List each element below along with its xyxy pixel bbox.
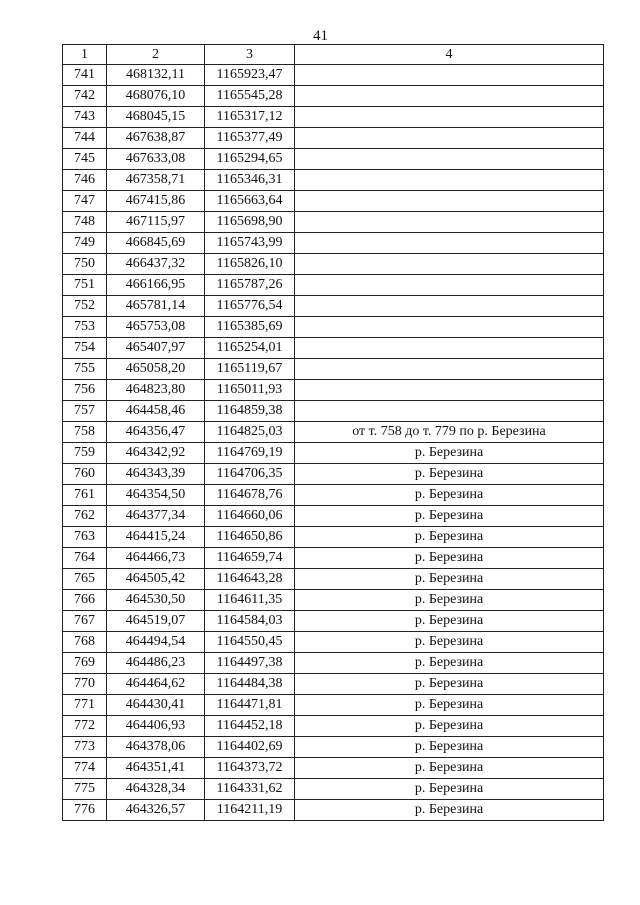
y-coordinate-cell: 1164678,76 <box>205 485 295 506</box>
point-number-cell: 773 <box>63 737 107 758</box>
y-coordinate-cell: 1165294,65 <box>205 149 295 170</box>
description-cell <box>295 380 604 401</box>
x-coordinate-cell: 464823,80 <box>107 380 205 401</box>
description-cell <box>295 338 604 359</box>
y-coordinate-cell: 1164584,03 <box>205 611 295 632</box>
description-cell: от т. 758 до т. 779 по р. Березина <box>295 422 604 443</box>
description-cell <box>295 296 604 317</box>
y-coordinate-cell: 1164484,38 <box>205 674 295 695</box>
description-cell: р. Березина <box>295 632 604 653</box>
x-coordinate-cell: 464378,06 <box>107 737 205 758</box>
x-coordinate-cell: 467415,86 <box>107 191 205 212</box>
y-coordinate-cell: 1165346,31 <box>205 170 295 191</box>
x-coordinate-cell: 464464,62 <box>107 674 205 695</box>
y-coordinate-cell: 1165254,01 <box>205 338 295 359</box>
point-number-cell: 758 <box>63 422 107 443</box>
y-coordinate-cell: 1164211,19 <box>205 800 295 821</box>
x-coordinate-cell: 464494,54 <box>107 632 205 653</box>
y-coordinate-cell: 1164859,38 <box>205 401 295 422</box>
x-coordinate-cell: 465058,20 <box>107 359 205 380</box>
description-cell: р. Березина <box>295 758 604 779</box>
x-coordinate-cell: 467633,08 <box>107 149 205 170</box>
point-number-cell: 742 <box>63 86 107 107</box>
table-row <box>63 716 604 737</box>
y-coordinate-cell: 1164452,18 <box>205 716 295 737</box>
y-coordinate-cell: 1164550,45 <box>205 632 295 653</box>
description-cell: р. Березина <box>295 611 604 632</box>
description-cell <box>295 233 604 254</box>
description-cell <box>295 86 604 107</box>
table-row <box>63 758 604 779</box>
point-number-cell: 745 <box>63 149 107 170</box>
table-row <box>63 212 604 233</box>
point-number-cell: 760 <box>63 464 107 485</box>
y-coordinate-cell: 1165698,90 <box>205 212 295 233</box>
x-coordinate-cell: 466166,95 <box>107 275 205 296</box>
point-number-cell: 763 <box>63 527 107 548</box>
table-row <box>63 233 604 254</box>
x-coordinate-cell: 468045,15 <box>107 107 205 128</box>
y-coordinate-cell: 1165826,10 <box>205 254 295 275</box>
table-row <box>63 800 604 821</box>
table-row <box>63 128 604 149</box>
point-number-cell: 765 <box>63 569 107 590</box>
table-row <box>63 317 604 338</box>
x-coordinate-cell: 464342,92 <box>107 443 205 464</box>
table-row <box>63 653 604 674</box>
table-row <box>63 464 604 485</box>
point-number-cell: 744 <box>63 128 107 149</box>
y-coordinate-cell: 1164825,03 <box>205 422 295 443</box>
table-row <box>63 632 604 653</box>
description-cell: р. Березина <box>295 653 604 674</box>
table-row <box>63 443 604 464</box>
description-cell <box>295 191 604 212</box>
x-coordinate-cell: 464505,42 <box>107 569 205 590</box>
description-cell <box>295 65 604 86</box>
table-row <box>63 674 604 695</box>
y-coordinate-cell: 1164471,81 <box>205 695 295 716</box>
x-coordinate-cell: 464406,93 <box>107 716 205 737</box>
description-cell <box>295 275 604 296</box>
point-number-cell: 748 <box>63 212 107 233</box>
table-row <box>63 254 604 275</box>
table-row <box>63 275 604 296</box>
y-coordinate-cell: 1165743,99 <box>205 233 295 254</box>
description-cell: р. Березина <box>295 737 604 758</box>
column-header-1: 1 <box>63 45 107 65</box>
table-row <box>63 191 604 212</box>
description-cell: р. Березина <box>295 716 604 737</box>
point-number-cell: 776 <box>63 800 107 821</box>
x-coordinate-cell: 464430,41 <box>107 695 205 716</box>
column-header-3: 3 <box>205 45 295 65</box>
coordinates-table <box>62 44 604 821</box>
y-coordinate-cell: 1164402,69 <box>205 737 295 758</box>
x-coordinate-cell: 464415,24 <box>107 527 205 548</box>
description-cell: р. Березина <box>295 485 604 506</box>
description-cell: р. Березина <box>295 569 604 590</box>
y-coordinate-cell: 1165377,49 <box>205 128 295 149</box>
y-coordinate-cell: 1165545,28 <box>205 86 295 107</box>
point-number-cell: 768 <box>63 632 107 653</box>
x-coordinate-cell: 464328,34 <box>107 779 205 800</box>
column-header-4: 4 <box>295 45 604 65</box>
table-row <box>63 65 604 86</box>
table-row <box>63 296 604 317</box>
point-number-cell: 756 <box>63 380 107 401</box>
point-number-cell: 750 <box>63 254 107 275</box>
description-cell: р. Березина <box>295 800 604 821</box>
point-number-cell: 761 <box>63 485 107 506</box>
description-cell <box>295 401 604 422</box>
x-coordinate-cell: 468132,11 <box>107 65 205 86</box>
point-number-cell: 752 <box>63 296 107 317</box>
description-cell: р. Березина <box>295 695 604 716</box>
point-number-cell: 769 <box>63 653 107 674</box>
x-coordinate-cell: 467638,87 <box>107 128 205 149</box>
point-number-cell: 747 <box>63 191 107 212</box>
y-coordinate-cell: 1164769,19 <box>205 443 295 464</box>
x-coordinate-cell: 464458,46 <box>107 401 205 422</box>
point-number-cell: 746 <box>63 170 107 191</box>
table-header-row <box>63 45 604 65</box>
x-coordinate-cell: 464326,57 <box>107 800 205 821</box>
x-coordinate-cell: 465781,14 <box>107 296 205 317</box>
point-number-cell: 766 <box>63 590 107 611</box>
y-coordinate-cell: 1165011,93 <box>205 380 295 401</box>
description-cell <box>295 317 604 338</box>
x-coordinate-cell: 464356,47 <box>107 422 205 443</box>
x-coordinate-cell: 464351,41 <box>107 758 205 779</box>
x-coordinate-cell: 466845,69 <box>107 233 205 254</box>
x-coordinate-cell: 465407,97 <box>107 338 205 359</box>
y-coordinate-cell: 1165385,69 <box>205 317 295 338</box>
x-coordinate-cell: 466437,32 <box>107 254 205 275</box>
table-row <box>63 506 604 527</box>
table-row <box>63 338 604 359</box>
description-cell: р. Березина <box>295 464 604 485</box>
point-number-cell: 755 <box>63 359 107 380</box>
description-cell: р. Березина <box>295 779 604 800</box>
table-row <box>63 86 604 107</box>
table-row <box>63 548 604 569</box>
description-cell <box>295 128 604 149</box>
y-coordinate-cell: 1165317,12 <box>205 107 295 128</box>
point-number-cell: 757 <box>63 401 107 422</box>
x-coordinate-cell: 464354,50 <box>107 485 205 506</box>
x-coordinate-cell: 464530,50 <box>107 590 205 611</box>
table-row <box>63 107 604 128</box>
x-coordinate-cell: 464486,23 <box>107 653 205 674</box>
point-number-cell: 770 <box>63 674 107 695</box>
y-coordinate-cell: 1164660,06 <box>205 506 295 527</box>
description-cell: р. Березина <box>295 527 604 548</box>
point-number-cell: 743 <box>63 107 107 128</box>
description-cell <box>295 212 604 233</box>
y-coordinate-cell: 1165787,26 <box>205 275 295 296</box>
x-coordinate-cell: 467115,97 <box>107 212 205 233</box>
point-number-cell: 772 <box>63 716 107 737</box>
table-row <box>63 485 604 506</box>
x-coordinate-cell: 464377,34 <box>107 506 205 527</box>
y-coordinate-cell: 1164706,35 <box>205 464 295 485</box>
table-row <box>63 695 604 716</box>
y-coordinate-cell: 1164643,28 <box>205 569 295 590</box>
point-number-cell: 751 <box>63 275 107 296</box>
table-row <box>63 359 604 380</box>
description-cell: р. Березина <box>295 506 604 527</box>
y-coordinate-cell: 1165923,47 <box>205 65 295 86</box>
page-number: 41 <box>313 28 328 44</box>
description-cell: р. Березина <box>295 548 604 569</box>
point-number-cell: 759 <box>63 443 107 464</box>
x-coordinate-cell: 467358,71 <box>107 170 205 191</box>
point-number-cell: 775 <box>63 779 107 800</box>
description-cell <box>295 149 604 170</box>
table-row <box>63 611 604 632</box>
table-row <box>63 380 604 401</box>
y-coordinate-cell: 1165119,67 <box>205 359 295 380</box>
point-number-cell: 762 <box>63 506 107 527</box>
point-number-cell: 774 <box>63 758 107 779</box>
description-cell: р. Березина <box>295 674 604 695</box>
y-coordinate-cell: 1164331,62 <box>205 779 295 800</box>
point-number-cell: 754 <box>63 338 107 359</box>
table-row <box>63 170 604 191</box>
y-coordinate-cell: 1164373,72 <box>205 758 295 779</box>
description-cell <box>295 107 604 128</box>
table-row <box>63 422 604 443</box>
description-cell <box>295 254 604 275</box>
x-coordinate-cell: 468076,10 <box>107 86 205 107</box>
x-coordinate-cell: 464519,07 <box>107 611 205 632</box>
column-header-2: 2 <box>107 45 205 65</box>
point-number-cell: 753 <box>63 317 107 338</box>
description-cell: р. Березина <box>295 443 604 464</box>
table-row <box>63 737 604 758</box>
table-row <box>63 401 604 422</box>
y-coordinate-cell: 1164611,35 <box>205 590 295 611</box>
y-coordinate-cell: 1165663,64 <box>205 191 295 212</box>
x-coordinate-cell: 465753,08 <box>107 317 205 338</box>
table-row <box>63 779 604 800</box>
point-number-cell: 767 <box>63 611 107 632</box>
point-number-cell: 764 <box>63 548 107 569</box>
point-number-cell: 771 <box>63 695 107 716</box>
table-row <box>63 149 604 170</box>
y-coordinate-cell: 1164497,38 <box>205 653 295 674</box>
description-cell <box>295 170 604 191</box>
table-row <box>63 590 604 611</box>
x-coordinate-cell: 464466,73 <box>107 548 205 569</box>
table-row <box>63 569 604 590</box>
description-cell: р. Березина <box>295 590 604 611</box>
y-coordinate-cell: 1164659,74 <box>205 548 295 569</box>
point-number-cell: 741 <box>63 65 107 86</box>
x-coordinate-cell: 464343,39 <box>107 464 205 485</box>
y-coordinate-cell: 1164650,86 <box>205 527 295 548</box>
table-row <box>63 527 604 548</box>
point-number-cell: 749 <box>63 233 107 254</box>
description-cell <box>295 359 604 380</box>
y-coordinate-cell: 1165776,54 <box>205 296 295 317</box>
